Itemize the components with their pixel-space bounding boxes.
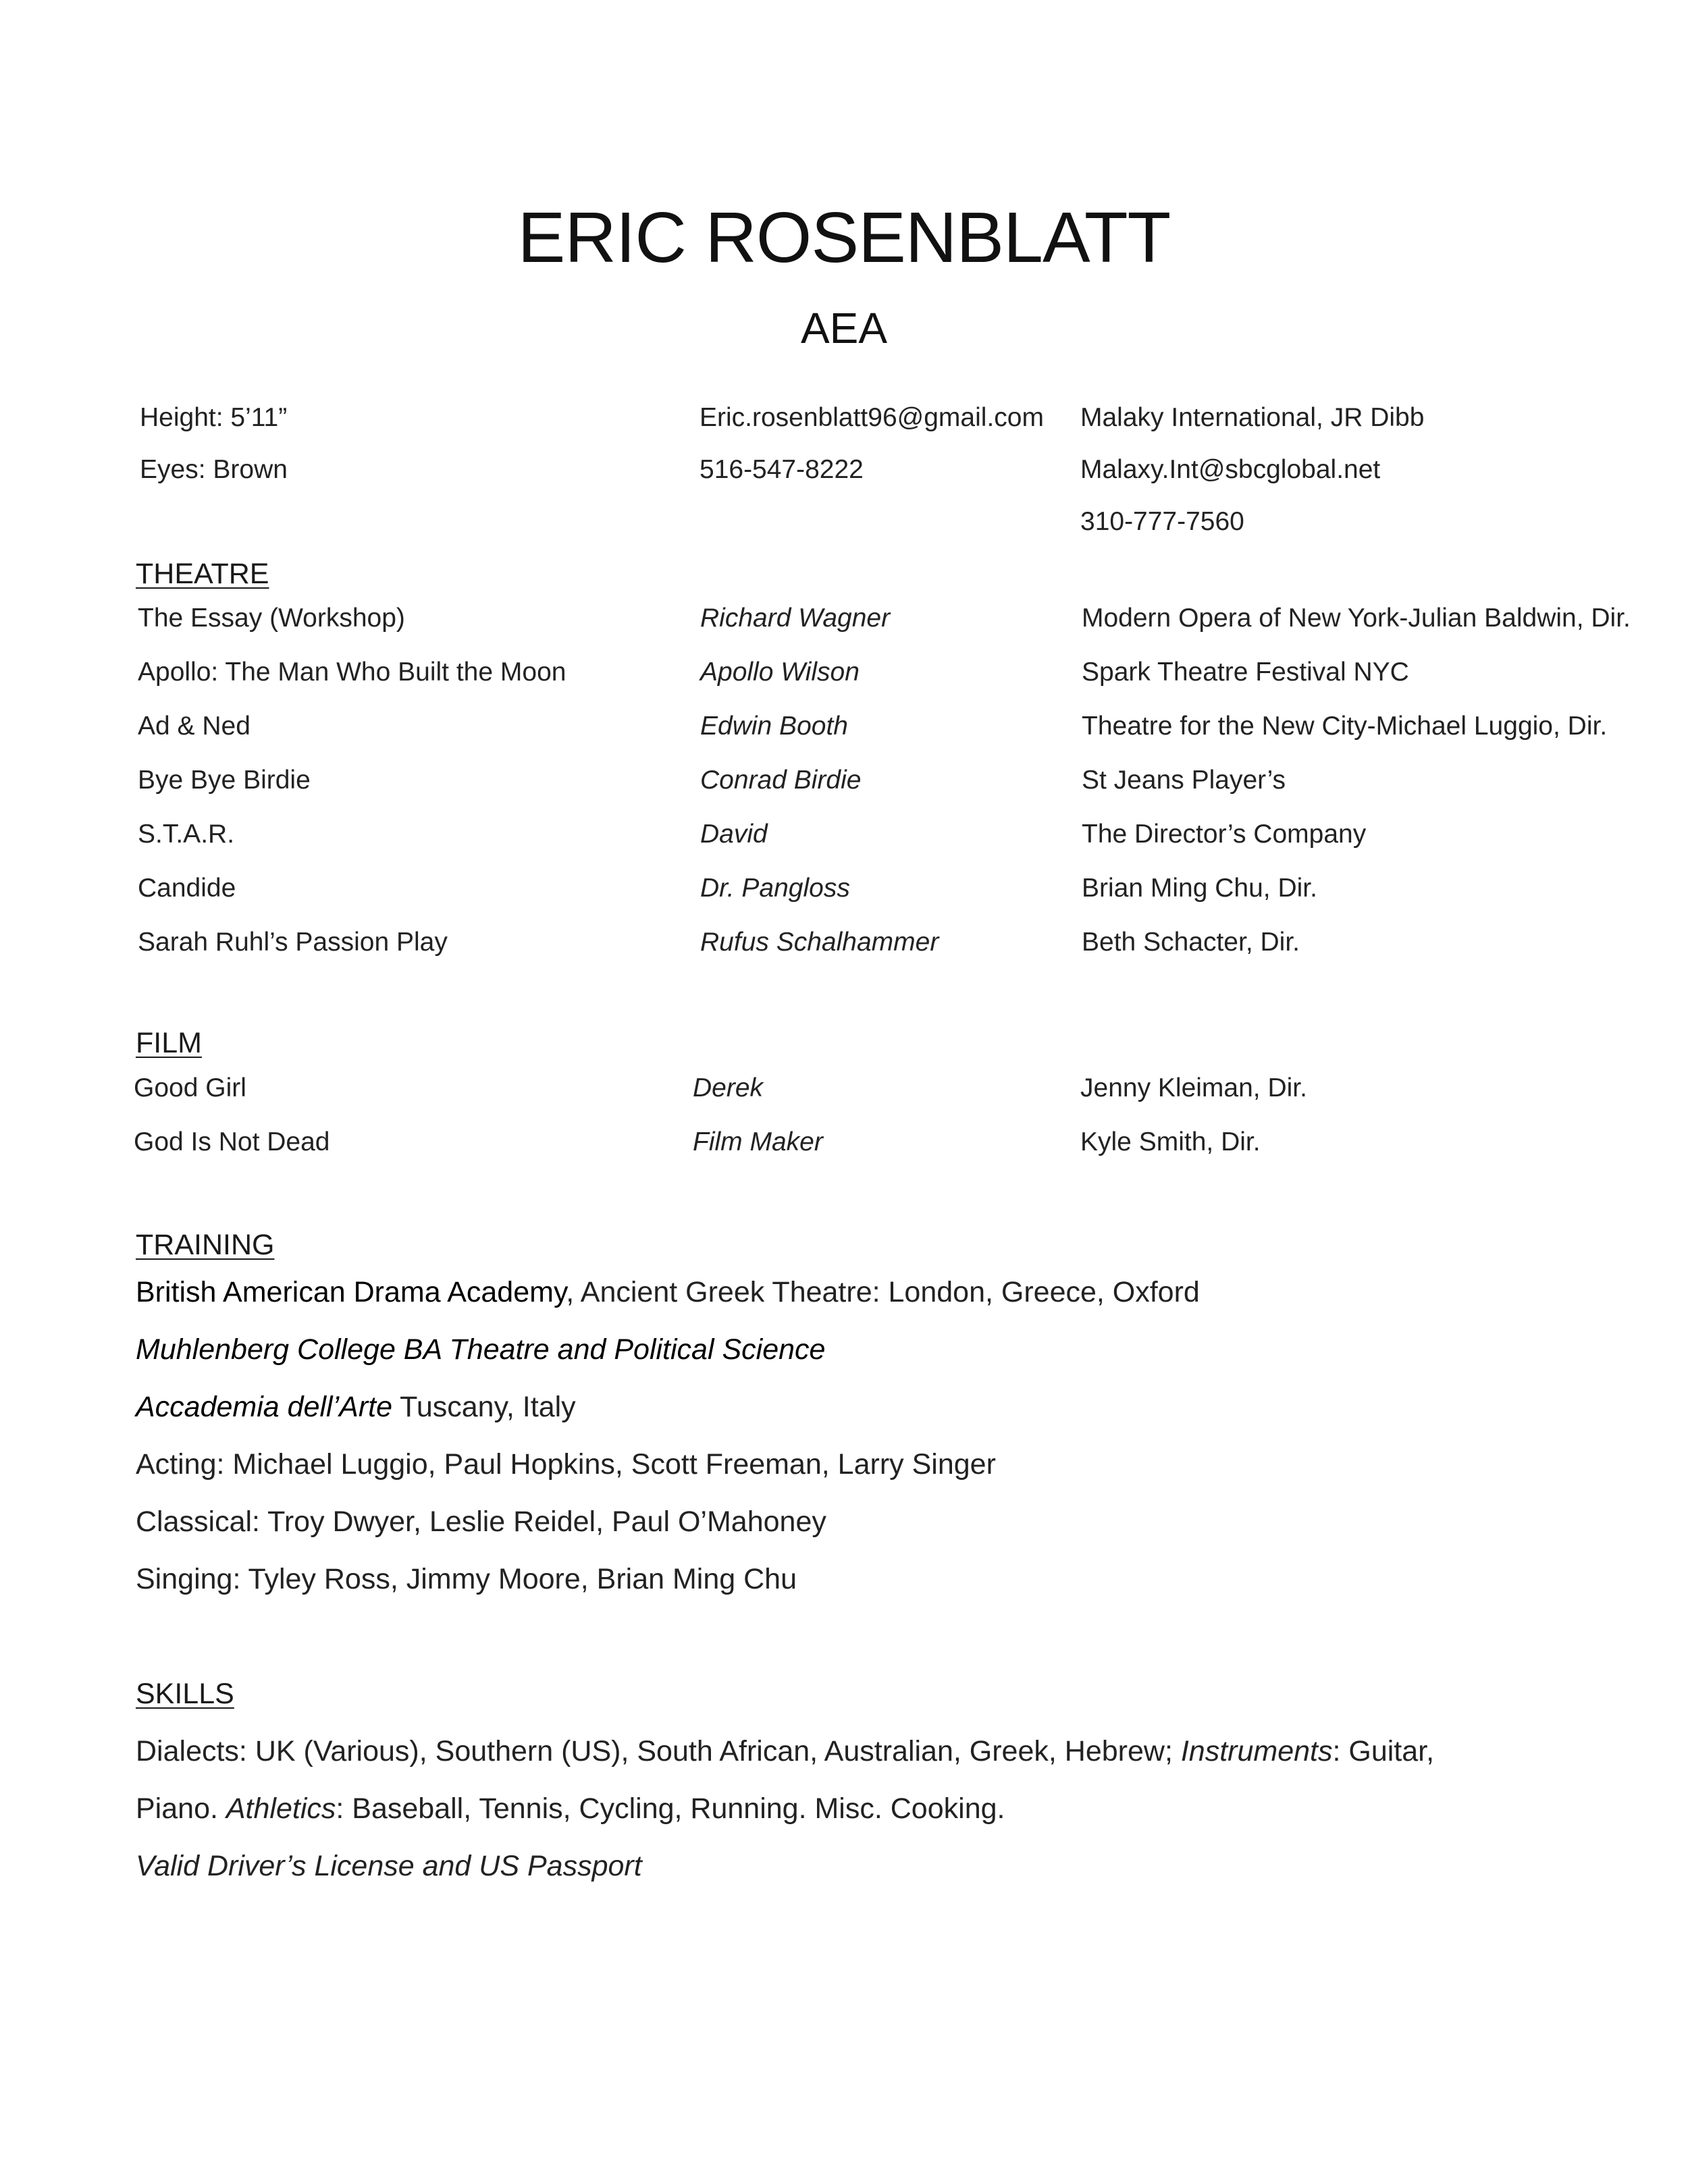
theatre-role: Richard Wagner [700,604,891,633]
phone-number: 516-547-8222 [700,455,864,484]
theatre-role: Dr. Pangloss [700,874,850,903]
theatre-title: The Essay (Workshop) [138,604,405,633]
theatre-company: Spark Theatre Festival NYC [1082,658,1409,687]
theatre-title: Candide [138,874,236,903]
training-heading: TRAINING [136,1229,275,1261]
skills-piano-text: Piano. [136,1792,226,1825]
film-heading: FILM [136,1027,202,1059]
theatre-company: St Jeans Player’s [1082,766,1286,795]
training-bada-detail: , Ancient Greek Theatre: London, Greece, Oxford [566,1276,1200,1308]
theatre-heading: THEATRE [136,558,269,590]
skills-heading: SKILLS [136,1678,234,1710]
film-director: Kyle Smith, Dir. [1080,1127,1261,1156]
skills-license: Valid Driver’s License and US Passport [136,1850,642,1882]
training-accademia [136,1391,576,1424]
theatre-title: Ad & Ned [138,712,250,741]
union-affiliation: AEA [800,304,888,352]
resume-name: ERIC ROSENBLATT [517,198,1171,277]
training-singing: Singing: Tyley Ross, Jimmy Moore, Brian Ming Chu [136,1563,797,1595]
theatre-company: Beth Schacter, Dir. [1082,928,1300,957]
theatre-role: Edwin Booth [700,712,848,741]
theatre-role: Apollo Wilson [700,658,860,687]
film-role: Derek [693,1073,764,1102]
theatre-company: Brian Ming Chu, Dir. [1082,874,1317,903]
film-director: Jenny Kleiman, Dir. [1080,1073,1307,1102]
theatre-title: Apollo: The Man Who Built the Moon [138,658,566,687]
training-muhlenberg: Muhlenberg College BA Theatre and Political Science [136,1333,826,1366]
training-classical: Classical: Troy Dwyer, Leslie Reidel, Paul O’Mahoney [136,1506,826,1538]
skills-instruments-label: Instruments [1180,1735,1333,1767]
skills-dialects-text: Dialects: UK (Various), Southern (US), South African, Australian, Greek, Hebrew; [136,1735,1181,1767]
theatre-role: David [700,820,768,849]
theatre-company: Modern Opera of New York-Julian Baldwin, Dir. [1082,604,1631,633]
training-acting: Acting: Michael Luggio, Paul Hopkins, Scott Freeman, Larry Singer [136,1448,996,1481]
training-bada-name: British American Drama Academy [136,1276,566,1308]
theatre-role: Rufus Schalhammer [700,928,939,957]
skills-dialects [136,1735,1434,1768]
film-title: God Is Not Dead [134,1127,330,1156]
theatre-title: Sarah Ruhl’s Passion Play [138,928,448,957]
agency-phone: 310-777-7560 [1080,507,1244,536]
theatre-company: The Director’s Company [1082,820,1367,849]
theatre-title: S.T.A.R. [138,820,235,849]
film-role: Film Maker [693,1127,823,1156]
skills-instruments-text: : Guitar, [1332,1735,1435,1767]
training-accademia-detail: Tuscany, Italy [392,1391,576,1423]
skills-athletics [136,1792,1005,1826]
height-info: Height: 5’11” [140,403,288,432]
eyes-info: Eyes: Brown [140,455,288,484]
skills-athletics-label: Athletics [226,1792,336,1825]
agency-name: Malaky International, JR Dibb [1080,403,1425,432]
theatre-title: Bye Bye Birdie [138,766,311,795]
skills-athletics-text: : Baseball, Tennis, Cycling, Running. Misc. Cooking. [336,1792,1005,1825]
agency-email-link[interactable]: Malaxy.Int@sbcglobal.net [1080,455,1381,484]
film-title: Good Girl [134,1073,246,1102]
training-bada [136,1276,1200,1309]
email-link[interactable]: Eric.rosenblatt96@gmail.com [700,403,1044,432]
training-accademia-name: Accademia dell’Arte [136,1391,393,1423]
theatre-role: Conrad Birdie [700,766,862,795]
theatre-company: Theatre for the New City-Michael Luggio, Dir. [1082,712,1608,741]
